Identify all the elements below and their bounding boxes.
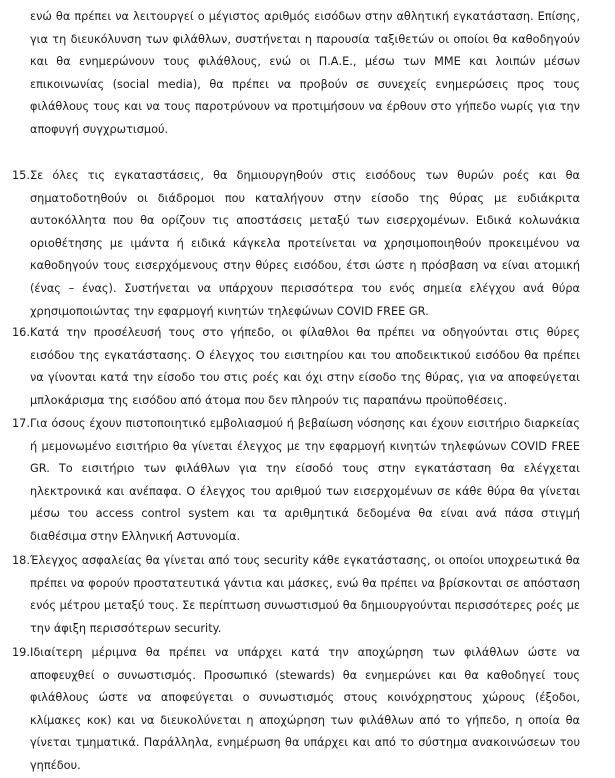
list-item-17 — [12, 413, 580, 549]
list-item-18 — [12, 550, 580, 640]
item-number: 18. — [12, 554, 30, 567]
item-text: Σε όλες τις εγκαταστάσεις, θα δημιουργηθούν στις εισόδους των θυρών ροές και θα σηματοδοτηθούν οι διάδρομοι που καταλήγουν στην είσοδο της θύρας με ευδιάκριτα αυτοκόλλητα που θα ορίζουν τις αποστάσεις μεταξύ των εισερχομένων. Ειδικά κολωνάκια οριοθέτησης με ιμάντα ή ειδικά κάγκελα προτείνεται να χρησιμοποιηθούν προκειμένου να καθοδηγούν τους εισερχόμενους στην θύρες εισόδου, έτσι ώστε η πρόσβαση να είναι ατομική (ένας – ένας). Συστήνεται να υπάρχουν περισσότερα του ενός σημεία ελέγχου ανά θύρα χρησιμοποιώντας την εφαρμογή κινητών τηλεφώνων COVID FREE GR. — [30, 169, 580, 318]
list-item-15 — [12, 165, 580, 323]
list-item-19 — [12, 642, 580, 778]
item-number: 16. — [12, 326, 30, 339]
item-text: Ιδιαίτερη μέριμνα θα πρέπει να υπάρχει κατά την αποχώρηση των φιλάθλων ώστε να αποφευχθεί ο συνωστισμός. Προσωπικό (stewards) θα ενημερώνει και θα καθοδηγεί τους φιλάθλους ώστε να αποφεύγεται ο συνωστισμός στους κοινόχρηστους χώρους (έξοδοι, κλίμακες κοκ) και να διευκολύνεται η αποχώρηση των φιλάθλων από το γήπεδο, η οποία θα γίνεται τμηματικά. Παράλληλα, ενημέρωση θα υπάρχει και από το σύστημα ανακοινώσεων του γηπέδου. — [30, 646, 580, 772]
list-item-16 — [12, 322, 580, 412]
item-text: Έλεγχος ασφαλείας θα γίνεται από τους security κάθε εγκατάστασης, οι οποίοι υποχρεωτικά θα πρέπει να φορούν προστατευτικά γάντια και μάσκες, ενώ θα πρέπει να βρίσκονται σε απόσταση ενός μέτρου μεταξύ τους. Σε περίπτωση συνωστισμού θα δημιουργούνται περισσότερες ροές με την άφιξη περισσότερων security. — [30, 554, 580, 635]
item-text: Κατά την προσέλευσή τους στο γήπεδο, οι φίλαθλοι θα πρέπει να οδηγούνται στις θύρες εισόδου της εγκατάστασης. Ο έλεγχος του εισιτηρίου και του αποδεικτικού εισόδου θα πρέπει να γίνονται κατά την είσοδο του στις ροές και όχι στην είσοδο της θύρας, για να αποφεύγεται μπλοκάρισμα της εισόδου από άτομα που δεν πληρούν τις παραπάνω προϋποθέσεις. — [30, 326, 580, 407]
item-number: 19. — [12, 646, 30, 659]
item-number: 17. — [12, 417, 30, 430]
item-text: Για όσους έχουν πιστοποιητικό εμβολιασμού ή βεβαίωση νόσησης και έχουν εισιτήριο διαρκείας ή μεμονωμένο εισιτήριο θα γίνεται έλεγχος με την εφαρμογή κινητών τηλεφώνων COVID FREE GR. Το εισιτήριο των φιλάθλων για την είσοδό τους στην εγκατάσταση θα ελέγχεται ηλεκτρονικά και ανέπαφα. Ο έλεγχος του αριθμού των εισερχομένων σε κάθε θύρα θα γίνεται μέσω του access control system και τα αριθμητικά δεδομένα θα είναι ανά πάσα στιγμή διαθέσιμα στην Ελληνική Αστυνομία. — [30, 417, 580, 543]
continuation-paragraph: ενώ θα πρέπει να λειτουργεί ο μέγιστος αριθμός εισόδων στην αθλητική εγκατάσταση. Επίσης, για τη διευκόλυνση των φιλάθλων, συστήνεται η παρουσία ταξιθετών οι οποίοι θα καθοδηγούν και θα ενημερώνουν τους φιλάθλους, ενώ οι Π.Α.Ε., μέσω των ΜΜΕ και λοιπών μέσων επικοινωνίας (social media), θα πρέπει να προβούν σε συνεχείς ενημερώσεις προς τους φιλάθλους τους και να τους παροτρύνουν να προτιμήσουν να έρθουν στο γήπεδο νωρίς για την αποφυγή συγχρωτισμού. — [30, 10, 580, 136]
item-number: 15. — [12, 169, 30, 182]
